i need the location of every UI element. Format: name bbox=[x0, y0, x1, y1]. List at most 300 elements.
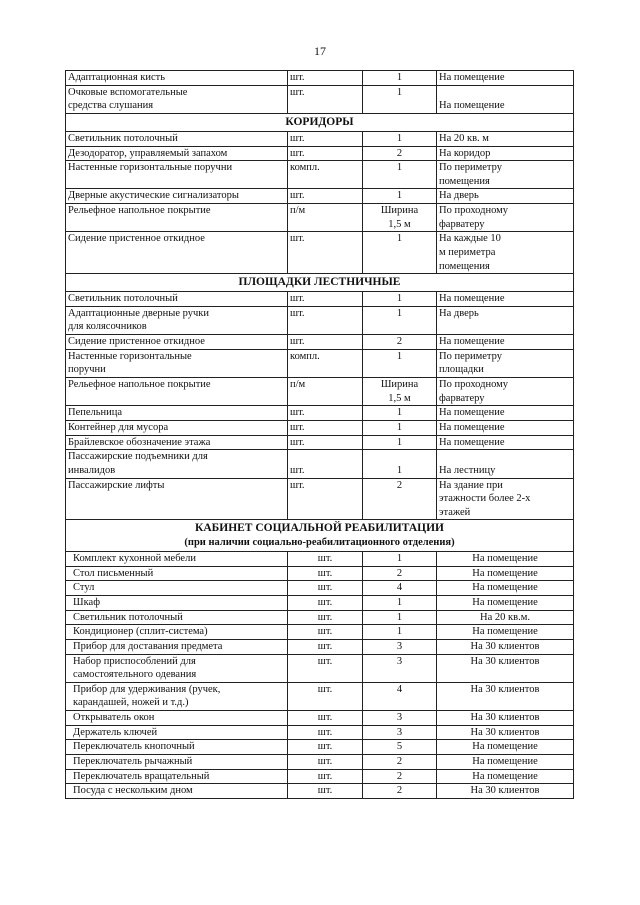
unit-cell bbox=[288, 581, 363, 596]
unit-cell bbox=[288, 420, 363, 435]
item-name-cell bbox=[66, 450, 288, 478]
quantity-cell bbox=[363, 755, 437, 770]
item-name-text: Переключатель рычажный bbox=[73, 756, 193, 767]
equipment-table-body bbox=[66, 71, 574, 799]
norm-note-text: На дверь bbox=[439, 307, 479, 319]
item-name-text: Адаптационные дверные ручки для колясочников bbox=[68, 307, 209, 333]
norm-note-text: На 30 клиентов bbox=[470, 726, 540, 738]
unit-cell bbox=[288, 146, 363, 161]
table-row bbox=[66, 85, 574, 113]
unit-text: шт. bbox=[290, 293, 305, 305]
unit-text: шт. bbox=[290, 407, 305, 419]
unit-cell bbox=[288, 450, 363, 478]
quantity-cell bbox=[363, 610, 437, 625]
norm-note-cell bbox=[437, 131, 574, 146]
norm-note-cell bbox=[437, 232, 574, 274]
quantity-cell bbox=[363, 306, 437, 334]
quantity-text: 1 bbox=[396, 307, 403, 319]
unit-cell bbox=[288, 204, 363, 232]
norm-note-cell bbox=[437, 335, 574, 350]
unit-text: шт. bbox=[290, 436, 305, 448]
quantity-cell bbox=[363, 740, 437, 755]
unit-cell bbox=[288, 306, 363, 334]
quantity-cell bbox=[363, 566, 437, 581]
unit-text: шт. bbox=[290, 132, 305, 144]
quantity-text: 1 bbox=[396, 421, 403, 433]
item-name-text: Светильник потолочный bbox=[68, 132, 178, 144]
item-name-cell bbox=[66, 232, 288, 274]
unit-text: шт. bbox=[317, 741, 333, 753]
norm-note-text: На коридор bbox=[439, 147, 491, 159]
norm-note-text: На здание при этажности более 2-х этажей bbox=[439, 479, 531, 518]
table-row bbox=[66, 189, 574, 204]
quantity-text: 1 bbox=[396, 350, 403, 362]
table-row bbox=[66, 725, 574, 740]
quantity-text: 2 bbox=[396, 479, 403, 491]
quantity-text: 1 bbox=[396, 596, 403, 608]
unit-text: шт. bbox=[290, 464, 305, 476]
table-row bbox=[66, 769, 574, 784]
table-row bbox=[66, 349, 574, 377]
quantity-cell bbox=[363, 204, 437, 232]
norm-note-text: На помещение bbox=[472, 567, 538, 579]
quantity-cell bbox=[363, 711, 437, 726]
unit-text: шт. bbox=[317, 553, 333, 565]
item-name-text: Шкаф bbox=[73, 596, 100, 608]
norm-note-cell bbox=[437, 378, 574, 406]
quantity-cell bbox=[363, 581, 437, 596]
norm-note-cell bbox=[437, 478, 574, 520]
norm-note-cell bbox=[437, 450, 574, 478]
quantity-cell bbox=[363, 335, 437, 350]
item-name-text: Пассажирские лифты bbox=[68, 479, 165, 491]
quantity-text: 2 bbox=[396, 770, 403, 782]
unit-cell bbox=[288, 610, 363, 625]
table-row bbox=[66, 435, 574, 450]
quantity-cell bbox=[363, 420, 437, 435]
item-name-cell bbox=[66, 435, 288, 450]
item-name-cell bbox=[66, 349, 288, 377]
item-name-text: Настенные горизонтальные поручни bbox=[68, 162, 233, 174]
item-name-cell bbox=[66, 306, 288, 334]
quantity-cell bbox=[363, 552, 437, 567]
table-row bbox=[66, 292, 574, 307]
quantity-cell bbox=[363, 232, 437, 274]
item-name-cell bbox=[66, 654, 288, 682]
item-name-cell bbox=[66, 204, 288, 232]
norm-note-cell bbox=[437, 71, 574, 86]
item-name-text: Контейнер для мусора bbox=[68, 421, 169, 433]
norm-note-text: На 30 клиентов bbox=[470, 712, 540, 724]
unit-text: шт. bbox=[290, 147, 305, 159]
norm-note-cell bbox=[437, 85, 574, 113]
table-row bbox=[66, 682, 574, 710]
unit-text: компл. bbox=[290, 162, 320, 174]
unit-text: шт. bbox=[290, 190, 305, 202]
norm-note-text: На каждые 10 м периметра помещения bbox=[439, 233, 501, 272]
item-name-cell bbox=[66, 335, 288, 350]
unit-text: п/м bbox=[290, 205, 306, 217]
table-row bbox=[66, 232, 574, 274]
section-header-row bbox=[66, 274, 574, 292]
item-name-text: Посуда с нескольким дном bbox=[73, 785, 193, 797]
unit-cell bbox=[288, 740, 363, 755]
norm-note-cell bbox=[437, 784, 574, 799]
item-name-text: Пассажирские подъемники для инвалидов bbox=[68, 451, 208, 476]
item-name-cell bbox=[66, 639, 288, 654]
norm-note-cell bbox=[437, 581, 574, 596]
quantity-cell bbox=[363, 378, 437, 406]
table-row bbox=[66, 378, 574, 406]
table-row bbox=[66, 581, 574, 596]
unit-cell bbox=[288, 654, 363, 682]
quantity-cell bbox=[363, 725, 437, 740]
quantity-text: 1 bbox=[396, 132, 403, 144]
quantity-text: 1 bbox=[396, 407, 403, 419]
table-row bbox=[66, 478, 574, 520]
table-row bbox=[66, 161, 574, 189]
item-name-text: Переключатель вращательный bbox=[73, 770, 210, 782]
item-name-cell bbox=[66, 769, 288, 784]
unit-cell bbox=[288, 711, 363, 726]
unit-cell bbox=[288, 335, 363, 350]
unit-cell bbox=[288, 625, 363, 640]
unit-text: шт. bbox=[317, 626, 333, 638]
norm-note-text: На помещение bbox=[472, 756, 538, 767]
unit-cell bbox=[288, 566, 363, 581]
quantity-text: 1 bbox=[396, 464, 403, 476]
section-title: ПЛОЩАДКИ ЛЕСТНИЧНЫЕ bbox=[238, 276, 401, 289]
quantity-text: 1 bbox=[396, 190, 403, 202]
unit-text: шт. bbox=[317, 756, 333, 767]
unit-text: шт. bbox=[317, 567, 333, 579]
item-name-cell bbox=[66, 131, 288, 146]
table-row bbox=[66, 71, 574, 86]
unit-cell bbox=[288, 85, 363, 113]
section-title-cell bbox=[66, 520, 574, 552]
norm-note-cell bbox=[437, 769, 574, 784]
quantity-cell bbox=[363, 450, 437, 478]
table-row bbox=[66, 639, 574, 654]
unit-cell bbox=[288, 639, 363, 654]
norm-note-text: На помещение bbox=[472, 770, 538, 782]
quantity-cell bbox=[363, 435, 437, 450]
unit-cell bbox=[288, 349, 363, 377]
item-name-text: Прибор для удерживания (ручек, карандашей, ножей и т.д.) bbox=[73, 683, 221, 709]
unit-cell bbox=[288, 435, 363, 450]
section-title-cell bbox=[66, 113, 574, 131]
section-title-cell bbox=[66, 274, 574, 292]
quantity-cell bbox=[363, 349, 437, 377]
norm-note-cell bbox=[437, 625, 574, 640]
item-name-text: Рельефное напольное покрытие bbox=[68, 205, 211, 217]
item-name-cell bbox=[66, 784, 288, 799]
unit-text: шт. bbox=[317, 683, 333, 695]
norm-note-text: На помещение bbox=[439, 293, 505, 305]
item-name-text: Пепельница bbox=[68, 407, 123, 419]
item-name-text: Набор приспособлений для самостоятельного одевания bbox=[73, 655, 197, 681]
quantity-cell bbox=[363, 146, 437, 161]
table-row bbox=[66, 711, 574, 726]
table-row bbox=[66, 625, 574, 640]
norm-note-text: На помещение bbox=[439, 421, 505, 433]
quantity-cell bbox=[363, 595, 437, 610]
norm-note-text: На помещение bbox=[439, 407, 505, 419]
unit-text: шт. bbox=[317, 640, 333, 652]
item-name-text: Настенные горизонтальные поручни bbox=[68, 350, 192, 376]
quantity-cell bbox=[363, 189, 437, 204]
item-name-cell bbox=[66, 420, 288, 435]
unit-text: шт. bbox=[317, 726, 333, 738]
norm-note-cell bbox=[437, 406, 574, 421]
table-row bbox=[66, 420, 574, 435]
unit-text: шт. bbox=[290, 336, 305, 348]
norm-note-text: На 20 кв. м bbox=[439, 132, 489, 144]
item-name-cell bbox=[66, 406, 288, 421]
item-name-text: Комплект кухонной мебели bbox=[73, 553, 196, 565]
table-row bbox=[66, 784, 574, 799]
norm-note-cell bbox=[437, 755, 574, 770]
quantity-text: 2 bbox=[396, 147, 403, 159]
unit-cell bbox=[288, 755, 363, 770]
quantity-cell bbox=[363, 769, 437, 784]
unit-cell bbox=[288, 682, 363, 710]
item-name-text: Дезодоратор, управляемый запахом bbox=[68, 147, 228, 159]
norm-note-cell bbox=[437, 420, 574, 435]
item-name-cell bbox=[66, 740, 288, 755]
item-name-cell bbox=[66, 581, 288, 596]
unit-text: шт. bbox=[290, 307, 305, 319]
item-name-text: Рельефное напольное покрытие bbox=[68, 379, 211, 391]
item-name-cell bbox=[66, 625, 288, 640]
item-name-cell bbox=[66, 711, 288, 726]
quantity-text: 3 bbox=[396, 640, 403, 652]
quantity-cell bbox=[363, 71, 437, 86]
norm-note-text: На помещение bbox=[472, 553, 538, 565]
quantity-cell bbox=[363, 784, 437, 799]
norm-note-cell bbox=[437, 204, 574, 232]
unit-cell bbox=[288, 161, 363, 189]
unit-text: шт. bbox=[290, 421, 305, 433]
item-name-text: Дверные акустические сигнализаторы bbox=[68, 190, 239, 202]
norm-note-text: На помещение bbox=[439, 72, 505, 83]
item-name-cell bbox=[66, 478, 288, 520]
item-name-cell bbox=[66, 85, 288, 113]
table-row bbox=[66, 146, 574, 161]
quantity-text: 3 bbox=[396, 726, 403, 738]
norm-note-cell bbox=[437, 189, 574, 204]
unit-cell bbox=[288, 595, 363, 610]
unit-text: шт. bbox=[317, 655, 333, 667]
quantity-text: 1 bbox=[396, 72, 403, 83]
item-name-cell bbox=[66, 189, 288, 204]
unit-cell bbox=[288, 131, 363, 146]
item-name-text: Переключатель кнопочный bbox=[73, 741, 195, 753]
norm-note-text: На 30 клиентов bbox=[470, 640, 540, 652]
quantity-cell bbox=[363, 654, 437, 682]
item-name-cell bbox=[66, 292, 288, 307]
norm-note-cell bbox=[437, 161, 574, 189]
equipment-table bbox=[65, 70, 574, 799]
item-name-text: Кондиционер (сплит-система) bbox=[73, 626, 208, 638]
norm-note-text: На дверь bbox=[439, 190, 479, 202]
unit-cell bbox=[288, 189, 363, 204]
quantity-cell bbox=[363, 639, 437, 654]
unit-text: шт. bbox=[290, 233, 305, 245]
item-name-cell bbox=[66, 552, 288, 567]
item-name-text: Держатель ключей bbox=[73, 726, 158, 738]
norm-note-cell bbox=[437, 595, 574, 610]
section-title: КОРИДОРЫ bbox=[285, 115, 354, 128]
quantity-cell bbox=[363, 85, 437, 113]
norm-note-cell bbox=[437, 682, 574, 710]
norm-note-text: На помещение bbox=[439, 336, 505, 348]
quantity-text: 1 bbox=[396, 553, 403, 565]
quantity-text: 2 bbox=[396, 785, 403, 797]
quantity-cell bbox=[363, 478, 437, 520]
norm-note-cell bbox=[437, 725, 574, 740]
norm-note-text: По проходному фарватеру bbox=[439, 205, 509, 230]
unit-cell bbox=[288, 71, 363, 86]
quantity-cell bbox=[363, 625, 437, 640]
norm-note-text: На помещение bbox=[472, 596, 538, 608]
quantity-text: 1 bbox=[396, 233, 403, 245]
norm-note-cell bbox=[437, 711, 574, 726]
unit-cell bbox=[288, 769, 363, 784]
quantity-text: 1 bbox=[396, 86, 403, 98]
norm-note-text: По проходному фарватеру bbox=[439, 379, 509, 404]
quantity-text: 1 bbox=[396, 611, 403, 623]
norm-note-text: По периметру площадки bbox=[439, 350, 502, 376]
unit-text: шт. bbox=[290, 72, 305, 83]
unit-cell bbox=[288, 552, 363, 567]
unit-text: шт. bbox=[317, 712, 333, 724]
quantity-cell bbox=[363, 161, 437, 189]
quantity-text: 2 bbox=[396, 756, 403, 767]
norm-note-cell bbox=[437, 292, 574, 307]
table-row bbox=[66, 595, 574, 610]
quantity-cell bbox=[363, 292, 437, 307]
section-header-row bbox=[66, 113, 574, 131]
norm-note-cell bbox=[437, 349, 574, 377]
quantity-text: 1 bbox=[396, 626, 403, 638]
table-row bbox=[66, 654, 574, 682]
table-row bbox=[66, 335, 574, 350]
quantity-cell bbox=[363, 131, 437, 146]
norm-note-text: На помещение bbox=[439, 100, 505, 112]
item-name-cell bbox=[66, 610, 288, 625]
norm-note-cell bbox=[437, 306, 574, 334]
table-row bbox=[66, 566, 574, 581]
item-name-text: Светильник потолочный bbox=[68, 293, 178, 305]
quantity-text: 1 bbox=[396, 436, 403, 448]
item-name-cell bbox=[66, 725, 288, 740]
norm-note-text: На 20 кв.м. bbox=[480, 611, 530, 623]
norm-note-cell bbox=[437, 566, 574, 581]
table-row bbox=[66, 204, 574, 232]
item-name-cell bbox=[66, 595, 288, 610]
norm-note-cell bbox=[437, 552, 574, 567]
item-name-text: Светильник потолочный bbox=[73, 611, 183, 623]
table-row bbox=[66, 450, 574, 478]
table-row bbox=[66, 406, 574, 421]
item-name-text: Очковые вспомогательные средства слушания bbox=[68, 86, 188, 112]
table-row bbox=[66, 740, 574, 755]
unit-cell bbox=[288, 406, 363, 421]
unit-text: шт. bbox=[317, 582, 333, 594]
unit-text: шт. bbox=[317, 770, 333, 782]
item-name-text: Сидение пристенное откидное bbox=[68, 336, 205, 348]
quantity-text: 4 bbox=[396, 683, 403, 695]
page-number: 17 bbox=[314, 44, 326, 58]
item-name-cell bbox=[66, 161, 288, 189]
norm-note-cell bbox=[437, 639, 574, 654]
item-name-text: Сидение пристенное откидное bbox=[68, 233, 205, 245]
unit-text: шт. bbox=[317, 596, 333, 608]
item-name-cell bbox=[66, 755, 288, 770]
quantity-text: 1 bbox=[396, 162, 403, 174]
norm-note-text: По периметру помещения bbox=[439, 162, 502, 187]
unit-cell bbox=[288, 725, 363, 740]
unit-cell bbox=[288, 478, 363, 520]
item-name-cell bbox=[66, 146, 288, 161]
norm-note-cell bbox=[437, 740, 574, 755]
quantity-text: 3 bbox=[396, 655, 403, 667]
quantity-text: 1 bbox=[396, 293, 403, 305]
norm-note-text: На помещение bbox=[439, 436, 505, 448]
unit-text: п/м bbox=[290, 379, 306, 391]
norm-note-text: На лестницу bbox=[439, 464, 496, 476]
norm-note-cell bbox=[437, 654, 574, 682]
norm-note-cell bbox=[437, 435, 574, 450]
table-row bbox=[66, 131, 574, 146]
unit-text: шт. bbox=[290, 479, 305, 491]
table-row bbox=[66, 552, 574, 567]
item-name-text: Открыватель окон bbox=[73, 712, 155, 724]
section-header-row bbox=[66, 520, 574, 552]
unit-cell bbox=[288, 292, 363, 307]
unit-text: шт. bbox=[290, 86, 305, 98]
item-name-text: Стол письменный bbox=[73, 567, 154, 579]
norm-note-text: На 30 клиентов bbox=[470, 785, 540, 797]
item-name-cell bbox=[66, 682, 288, 710]
quantity-text: 5 bbox=[396, 741, 403, 753]
table-row bbox=[66, 306, 574, 334]
norm-note-text: На помещение bbox=[472, 582, 538, 594]
norm-note-cell bbox=[437, 610, 574, 625]
unit-text: шт. bbox=[317, 785, 333, 797]
item-name-text: Стул bbox=[73, 582, 95, 594]
norm-note-text: На 30 клиентов bbox=[470, 683, 540, 695]
item-name-text: Брайлевское обозначение этажа bbox=[68, 436, 211, 448]
norm-note-text: На помещение bbox=[472, 741, 538, 753]
item-name-cell bbox=[66, 566, 288, 581]
quantity-text: 4 bbox=[396, 582, 403, 594]
quantity-text: Ширина 1,5 м bbox=[380, 379, 419, 404]
unit-cell bbox=[288, 784, 363, 799]
section-subtitle: (при наличии социально-реабилитационного отделения) bbox=[184, 537, 455, 549]
quantity-cell bbox=[363, 682, 437, 710]
quantity-text: 2 bbox=[396, 567, 403, 579]
quantity-text: 3 bbox=[396, 712, 403, 724]
norm-note-cell bbox=[437, 146, 574, 161]
quantity-cell bbox=[363, 406, 437, 421]
quantity-text: 2 bbox=[396, 336, 403, 348]
item-name-text: Прибор для доставания предмета bbox=[73, 640, 223, 652]
table-row bbox=[66, 755, 574, 770]
unit-text: шт. bbox=[317, 611, 333, 623]
quantity-text: Ширина 1,5 м bbox=[380, 205, 419, 230]
